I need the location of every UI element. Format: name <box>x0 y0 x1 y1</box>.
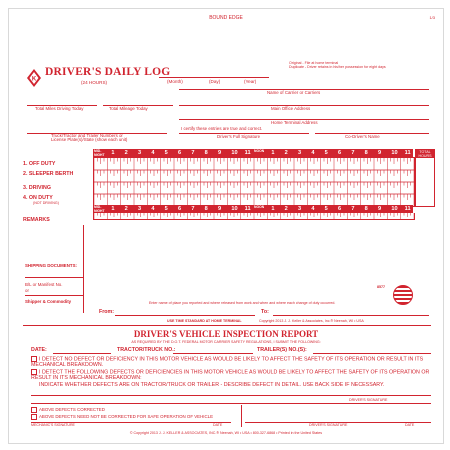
diamond-logo-icon <box>27 69 41 87</box>
hour-label: 6 <box>178 206 182 212</box>
use-time-label: USE TIME STANDARD AT HOME TERMINAL <box>167 319 242 323</box>
hour-label: 4 <box>151 150 155 156</box>
truck-label-2: License Plate(s)/State (show each unit) <box>51 137 128 142</box>
on-duty-note: (NOT DRIVING) <box>33 201 59 205</box>
row-sleeper-berth: 2. SLEEPER BERTH <box>23 171 74 177</box>
hour-label: MID-NIGHT <box>94 205 105 213</box>
shipping-docs-label: SHIPPING DOCUMENTS: <box>25 263 77 268</box>
hour-label: 7 <box>351 206 355 212</box>
form-number: 8577 <box>377 285 385 289</box>
hour-label: 1 <box>271 150 275 156</box>
hour-label: 4 <box>151 206 155 212</box>
hour-label: 9 <box>378 206 382 212</box>
bl-label: B/L or Manifest No. <box>25 282 63 287</box>
hour-label: 10 <box>391 150 398 156</box>
no-defect-checkbox[interactable] <box>31 356 37 362</box>
hour-label: 3 <box>138 206 142 212</box>
date-label: DATE: <box>31 347 47 353</box>
hour-label: 11 <box>404 206 411 212</box>
total-hours-label: TOTAL HOURS <box>416 150 434 158</box>
hour-label: 4 <box>311 206 315 212</box>
hour-label: 10 <box>391 206 398 212</box>
duplicate-note: Duplicate - Driver retains in his/her possession for eight days <box>289 65 386 69</box>
hour-label: NOON <box>254 205 265 209</box>
signature-label: Driver's Full Signature <box>217 134 261 139</box>
shipper-label: Shipper & Commodity <box>25 299 72 304</box>
option-no-defect[interactable]: I DETECT NO DEFECT OR DEFICIENCY IN THIS MOTOR VEHICLE AS WOULD BE LIKELY TO AFFECT THE SAFETY OF ITS OPERATION OR RESULT IN ITS MECHANICAL BREAKDOWN. <box>31 356 424 369</box>
total-hours-box[interactable] <box>415 149 435 207</box>
hour-header-top <box>93 149 413 157</box>
hour-label: 11 <box>404 150 411 156</box>
or-label: or <box>25 288 29 293</box>
hour-label: MID-NIGHT <box>94 149 105 157</box>
svg-text:K: K <box>31 76 37 83</box>
codriver-label: Co-Driver's Name <box>345 134 380 139</box>
month-label: (Month) <box>167 79 183 84</box>
hour-label: 5 <box>164 150 168 156</box>
hour-label: 10 <box>231 206 238 212</box>
from-label: From: <box>99 309 115 315</box>
tractor-label: TRACTOR/TRUCK NO.: <box>117 347 176 353</box>
hour-label: NOON <box>254 149 265 153</box>
hour-label: 2 <box>124 150 128 156</box>
hour-label: 7 <box>351 150 355 156</box>
row-driving: 3. DRIVING <box>23 185 51 191</box>
truck-label: Truck/Tractor and Trailer Numbers or <box>51 133 123 138</box>
hour-label: 9 <box>218 150 222 156</box>
hour-label: 2 <box>124 206 128 212</box>
mechanic-date-label: DATE <box>213 423 223 427</box>
bound-edge-label: BOUND EDGE <box>209 15 243 21</box>
hour-label: 1 <box>111 150 115 156</box>
hour-label: 1 <box>271 206 275 212</box>
home-terminal-label: Home Terminal Address <box>271 120 318 125</box>
hour-label: 3 <box>138 150 142 156</box>
enter-note: Enter name of place you reported and where released from work and when and where each change of duty occurred. <box>149 301 336 305</box>
defects-checkbox[interactable] <box>31 369 37 375</box>
hour-label: 1 <box>111 206 115 212</box>
hour-label: 5 <box>164 206 168 212</box>
main-office-label: Main Office Address <box>271 106 311 111</box>
inspection-title: DRIVER'S VEHICLE INSPECTION REPORT <box>133 329 319 339</box>
total-mileage-label: Total Mileage Today <box>109 106 148 111</box>
hour-label: 7 <box>191 206 195 212</box>
hour-label: 9 <box>218 206 222 212</box>
day-label: (Day) <box>209 79 221 84</box>
log-form-page <box>8 8 444 444</box>
small-copyright: Copyright 2013 J. J. Keller & Associates, Inc.® Neenah, WI • USA <box>259 319 364 323</box>
mechanic-signature-label: MECHANIC'S SIGNATURE <box>31 423 75 427</box>
driver-date-label: DATE <box>405 423 415 427</box>
page-number: 1/3 <box>429 15 435 20</box>
indicate-text: INDICATE WHETHER DEFECTS ARE ON TRACTOR/TRUCK OR TRAILER - DESCRIBE DEFECT IN DETAIL. USE BACK SIDE IF NECESSARY. <box>39 382 385 388</box>
total-miles-label: Total Miles Driving Today <box>35 106 84 111</box>
hour-label: 8 <box>204 206 208 212</box>
hour-label: 10 <box>231 150 238 156</box>
corrected-option[interactable]: ABOVE DEFECTS CORRECTED <box>31 407 105 413</box>
to-label: To: <box>261 309 269 315</box>
hour-label: 6 <box>338 206 342 212</box>
log-title: DRIVER'S DAILY LOG <box>45 66 171 78</box>
duty-status-graph <box>23 149 433 249</box>
carrier-label: Name of Carrier or Carriers <box>267 90 321 95</box>
hour-header-bottom <box>93 205 413 213</box>
hour-label: 8 <box>364 150 368 156</box>
hour-label: 2 <box>284 150 288 156</box>
not-corrected-option[interactable]: ABOVE DEFECTS NEED NOT BE CORRECTED FOR SAFE OPERATION OF VEHICLE <box>31 414 213 420</box>
flag-seal-icon <box>393 285 413 305</box>
hour-label: 5 <box>324 150 328 156</box>
hour-label: 3 <box>298 150 302 156</box>
hour-label: 11 <box>244 206 251 212</box>
corrected-checkbox[interactable] <box>31 407 37 413</box>
duty-grid[interactable] <box>93 157 415 207</box>
driver-signature-label: DRIVER'S SIGNATURE <box>349 398 388 402</box>
certify-text: I certify these entries are true and correct. <box>181 126 263 131</box>
row-on-duty: 4. ON DUTY <box>23 195 53 201</box>
year-label: (Year) <box>244 79 257 84</box>
hour-label: 5 <box>324 206 328 212</box>
hour-label: 6 <box>178 150 182 156</box>
hour-label: 8 <box>204 150 208 156</box>
row-off-duty: 1. OFF DUTY <box>23 161 56 167</box>
hour-label: 8 <box>364 206 368 212</box>
hour-label: 4 <box>311 150 315 156</box>
hour-label: 6 <box>338 150 342 156</box>
trailer-label: TRAILER(S) NO.(S): <box>257 347 307 353</box>
remarks-label: REMARKS <box>23 217 50 223</box>
driver-signature-label-2: DRIVER'S SIGNATURE <box>309 423 348 427</box>
option-defects[interactable]: I DETECT THE FOLLOWING DEFECTS OR DEFICIENCIES IN THIS MOTOR VEHICLE AS WOULD BE LIKELY TO AFFECT THE SAFETY OF ITS OPERATION OR RESULT IN ITS MECHANICAL BREAKDOWN: <box>31 369 430 382</box>
remarks-ticks <box>93 213 415 220</box>
log-subtitle: (24 HOURS) <box>81 80 108 85</box>
hour-label: 7 <box>191 150 195 156</box>
original-note: Original - File at home terminal <box>289 61 339 65</box>
hour-label: 3 <box>298 206 302 212</box>
footer-copyright: © Copyright 2013 J. J. KELLER & ASSOCIATES, INC.® Neenah, WI • USA • 800-327-6868 • Printed in the United States <box>129 431 323 435</box>
hour-label: 11 <box>244 150 251 156</box>
inspection-subtitle: AS REQUIRED BY THE D.O.T. FEDERAL MOTOR CARRIER SAFETY REGULATIONS, I SUBMIT THE FOLLOWING: <box>131 340 321 344</box>
not-corrected-checkbox[interactable] <box>31 414 37 420</box>
hour-label: 2 <box>284 206 288 212</box>
hour-label: 9 <box>378 150 382 156</box>
